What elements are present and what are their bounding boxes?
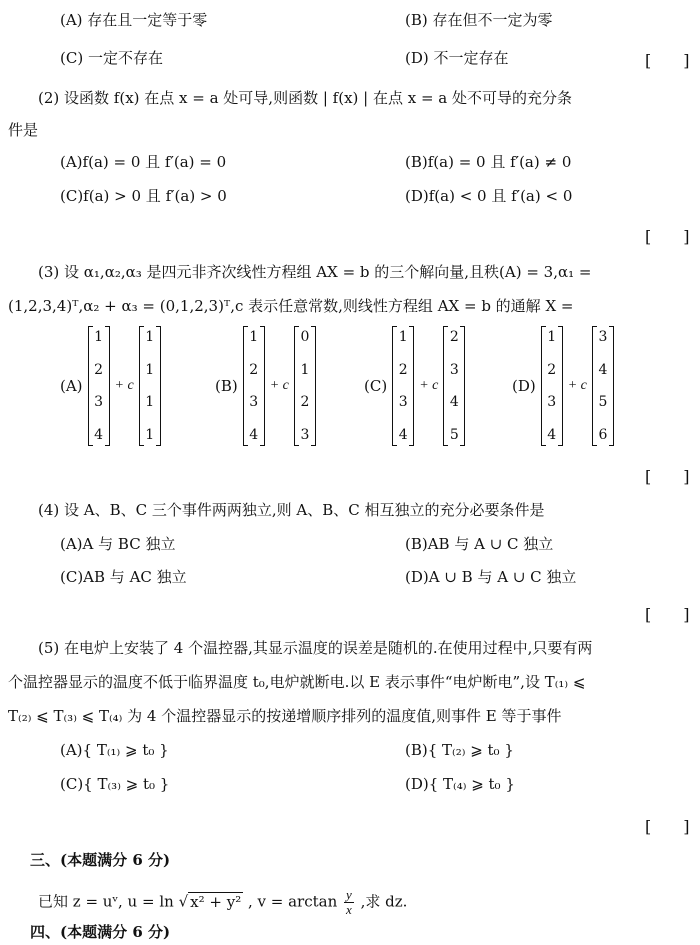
matrix-entry: 3 (398, 394, 408, 411)
q3-option-d (512, 326, 611, 446)
fraction-y-over-x (344, 888, 354, 917)
q3-stem-line2: (1,2,3,4)ᵀ,α₂ + α₃ = (0,1,2,3)ᵀ,c 表示任意常数,则线性方程组 AX = b 的通解 X = (8, 297, 574, 315)
section3-problem-part-b: , v = arctan (248, 892, 338, 911)
q3-option-b-vector2 (297, 326, 313, 446)
matrix-entry: 1 (398, 329, 408, 345)
q2-answer-bracket: [ ] (645, 227, 690, 246)
matrix-entry: 5 (449, 426, 459, 443)
matrix-entry: 2 (398, 361, 408, 378)
matrix-entry: 1 (145, 329, 155, 345)
q3-option-c-label: (C) (364, 377, 388, 395)
q3-option-c-vector2 (446, 326, 462, 446)
q3-option-d-vector1 (544, 326, 560, 446)
q5-stem-line3: T₍₂₎ ⩽ T₍₃₎ ⩽ T₍₄₎ 为 4 个温控器显示的按递增顺序排列的温度值,则事件 E 等于事件 (8, 707, 562, 725)
matrix-entry: 4 (547, 426, 557, 443)
matrix-entry: 1 (249, 329, 259, 345)
q3-option-c-vector1 (395, 326, 411, 446)
plus-c: + c (567, 378, 587, 393)
q5-option-b: (B){ T₍₂₎ ⩾ t₀ } (405, 741, 514, 759)
section3-problem (38, 888, 407, 917)
matrix-entry: 1 (300, 361, 310, 378)
q4-option-d: (D)A ∪ B 与 A ∪ C 独立 (405, 568, 577, 586)
sqrt-content: x² + y² (190, 892, 242, 911)
section4-title: 四、(本题满分 6 分) (30, 923, 171, 941)
plus-c: + c (419, 378, 439, 393)
q3-stem-line1: (3) 设 α₁,α₂,α₃ 是四元非齐次线性方程组 AX = b 的三个解向量,且秩(A) = 3,α₁ = (38, 263, 592, 281)
matrix-entry: 1 (547, 329, 557, 345)
matrix-entry: 0 (300, 329, 310, 345)
section3-problem-part-a: 已知 z = uᵛ, u = ln (38, 892, 174, 911)
q2-option-a: (A)f(a) = 0 且 f′(a) = 0 (60, 153, 227, 171)
q1-option-a: (A) 存在且一定等于零 (60, 11, 208, 29)
q5-option-d: (D){ T₍₄₎ ⩾ t₀ } (405, 775, 515, 793)
sqrt-icon: √ (178, 892, 189, 911)
q5-option-c: (C){ T₍₃₎ ⩾ t₀ } (60, 775, 170, 793)
q1-answer-bracket: [ ] (645, 51, 690, 70)
matrix-entry: 3 (547, 394, 557, 411)
q5-stem-line1: (5) 在电炉上安装了 4 个温控器,其显示温度的误差是随机的.在使用过程中,只要有两 (38, 639, 593, 657)
fraction-numerator: y (346, 887, 352, 902)
q2-option-c: (C)f(a) > 0 且 f′(a) > 0 (60, 187, 227, 205)
q3-option-a (60, 326, 158, 446)
plus-c: + c (114, 378, 134, 393)
q5-option-a: (A){ T₍₁₎ ⩾ t₀ } (60, 741, 169, 759)
q3-option-a-vector1 (91, 326, 107, 446)
matrix-entry: 5 (598, 394, 608, 411)
section3-title: 三、(本题满分 6 分) (30, 851, 171, 869)
q2-stem-line1: (2) 设函数 f(x) 在点 x = a 处可导,则函数 | f(x) | 在点 x = a 处不可导的充分条 (38, 89, 573, 107)
q3-option-b-label: (B) (215, 377, 238, 395)
matrix-entry: 2 (300, 394, 310, 411)
matrix-entry: 3 (598, 329, 608, 345)
matrix-entry: 1 (94, 329, 103, 345)
q2-option-b: (B)f(a) = 0 且 f′(a) ≠ 0 (405, 153, 572, 171)
matrix-entry: 1 (145, 361, 155, 378)
matrix-entry: 6 (598, 426, 608, 443)
q3-option-d-vector2 (595, 326, 611, 446)
q3-option-a-vector2 (142, 326, 158, 446)
matrix-entry: 1 (145, 394, 155, 411)
matrix-entry: 2 (449, 329, 459, 345)
q4-option-b: (B)AB 与 A ∪ C 独立 (405, 535, 554, 553)
q5-answer-bracket: [ ] (645, 817, 690, 836)
matrix-entry: 3 (300, 426, 310, 443)
fraction-denominator: x (346, 902, 352, 917)
matrix-entry: 3 (249, 394, 259, 411)
matrix-entry: 3 (94, 394, 103, 411)
matrix-entry: 4 (449, 394, 459, 411)
q4-stem: (4) 设 A、B、C 三个事件两两独立,则 A、B、C 相互独立的充分必要条件是 (38, 501, 545, 519)
q5-stem-line2: 个温控器显示的温度不低于临界温度 t₀,电炉就断电.以 E 表示事件“电炉断电”,设 T₍₁₎ ⩽ (8, 673, 586, 691)
matrix-entry: 1 (145, 426, 155, 443)
matrix-entry: 4 (398, 426, 408, 443)
q1-option-d: (D) 不一定存在 (405, 49, 509, 67)
q3-option-b-vector1 (246, 326, 262, 446)
q2-option-d: (D)f(a) < 0 且 f′(a) < 0 (405, 187, 573, 205)
matrix-entry: 4 (94, 426, 103, 443)
matrix-entry: 3 (449, 361, 459, 378)
matrix-entry: 4 (598, 361, 608, 378)
matrix-entry: 2 (94, 361, 103, 378)
q3-option-b (215, 326, 313, 446)
q3-option-d-label: (D) (512, 377, 536, 395)
q2-stem-line2: 件是 (8, 121, 39, 139)
q4-answer-bracket: [ ] (645, 605, 690, 624)
matrix-entry: 4 (249, 426, 259, 443)
plus-c: + c (269, 378, 289, 393)
q3-option-a-label: (A) (60, 377, 83, 395)
matrix-entry: 2 (249, 361, 259, 378)
q3-option-c (364, 326, 462, 446)
q1-option-b: (B) 存在但不一定为零 (405, 11, 553, 29)
section3-problem-part-c: ,求 dz. (360, 892, 408, 911)
q4-option-c: (C)AB 与 AC 独立 (60, 568, 187, 586)
q3-answer-bracket: [ ] (645, 467, 690, 486)
q4-option-a: (A)A 与 BC 独立 (60, 535, 176, 553)
q1-option-c: (C) 一定不存在 (60, 49, 163, 67)
matrix-entry: 2 (547, 361, 557, 378)
